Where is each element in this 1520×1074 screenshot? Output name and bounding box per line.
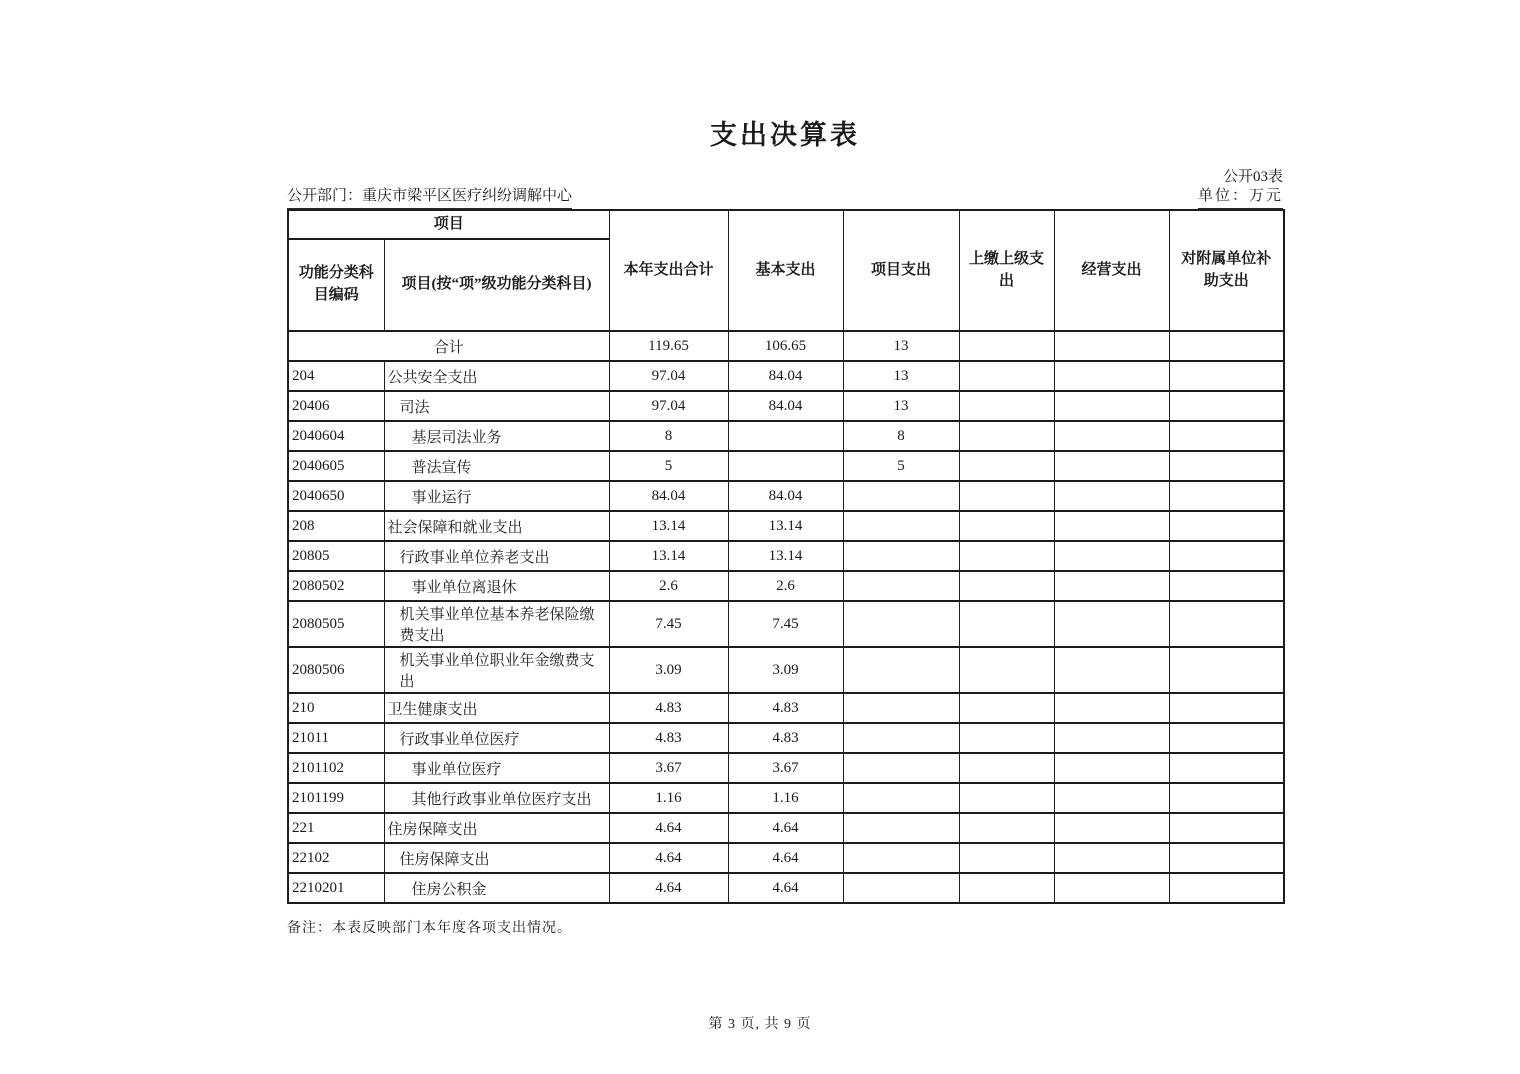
- cell-code: 221: [288, 813, 384, 843]
- table-row: [288, 753, 1284, 783]
- cell-subsidy: [1169, 843, 1284, 873]
- cell-subsidy: [1169, 571, 1284, 601]
- cell-upper: [959, 451, 1054, 481]
- cell-total: 4.64: [609, 813, 728, 843]
- cell-operating: [1054, 421, 1169, 451]
- cell-subsidy: [1169, 481, 1284, 511]
- cell-code: 20805: [288, 541, 384, 571]
- cell-upper: [959, 331, 1054, 361]
- cell-subsidy: [1169, 511, 1284, 541]
- cell-subsidy: [1169, 601, 1284, 647]
- cell-basic: 106.65: [728, 331, 843, 361]
- cell-operating: [1054, 843, 1169, 873]
- cell-basic: 13.14: [728, 511, 843, 541]
- cell-total: 2.6: [609, 571, 728, 601]
- cell-basic: 4.64: [728, 843, 843, 873]
- cell-upper: [959, 601, 1054, 647]
- table-row: [288, 693, 1284, 723]
- cell-item: 普法宣传: [384, 451, 609, 481]
- cell-item: 公共安全支出: [384, 361, 609, 391]
- cell-project: 13: [843, 361, 959, 391]
- cell-upper: [959, 391, 1054, 421]
- unit-label: 单位：万元: [1198, 188, 1283, 209]
- cell-upper: [959, 813, 1054, 843]
- cell-operating: [1054, 873, 1169, 903]
- cell-total: 4.64: [609, 843, 728, 873]
- cell-operating: [1054, 451, 1169, 481]
- cell-code: 22102: [288, 843, 384, 873]
- cell-basic: 84.04: [728, 361, 843, 391]
- cell-total: 119.65: [609, 331, 728, 361]
- header-col-upper: 上缴上级支出: [959, 210, 1054, 331]
- header-col-total: 本年支出合计: [609, 210, 728, 331]
- cell-basic: 3.67: [728, 753, 843, 783]
- cell-total: 13.14: [609, 541, 728, 571]
- cell-operating: [1054, 647, 1169, 693]
- cell-project: 8: [843, 421, 959, 451]
- cell-project: 13: [843, 331, 959, 361]
- cell-code: 20406: [288, 391, 384, 421]
- cell-project: [843, 601, 959, 647]
- cell-item: 机关事业单位职业年金缴费支出: [384, 647, 609, 693]
- cell-project: [843, 511, 959, 541]
- document-content: [287, 0, 1283, 937]
- cell-subsidy: [1169, 693, 1284, 723]
- table-row: [288, 481, 1284, 511]
- cell-project: 13: [843, 391, 959, 421]
- cell-operating: [1054, 571, 1169, 601]
- cell-project: [843, 783, 959, 813]
- cell-code: 2040605: [288, 451, 384, 481]
- table-row: [288, 873, 1284, 903]
- cell-total: 5: [609, 451, 728, 481]
- cell-operating: [1054, 541, 1169, 571]
- cell-operating: [1054, 693, 1169, 723]
- cell-subsidy: [1169, 647, 1284, 693]
- cell-operating: [1054, 391, 1169, 421]
- cell-upper: [959, 873, 1054, 903]
- table-row: [288, 361, 1284, 391]
- cell-project: [843, 541, 959, 571]
- cell-operating: [1054, 511, 1169, 541]
- cell-operating: [1054, 723, 1169, 753]
- cell-upper: [959, 647, 1054, 693]
- cell-item: 住房保障支出: [384, 813, 609, 843]
- cell-subsidy: [1169, 421, 1284, 451]
- table-row: [288, 723, 1284, 753]
- cell-upper: [959, 693, 1054, 723]
- table-row-total: [288, 331, 1284, 361]
- cell-upper: [959, 571, 1054, 601]
- cell-subsidy: [1169, 331, 1284, 361]
- cell-basic: 4.64: [728, 873, 843, 903]
- table-row: [288, 571, 1284, 601]
- page-number: 第 3 页, 共 9 页: [708, 1017, 812, 1032]
- cell-upper: [959, 753, 1054, 783]
- cell-basic: [728, 451, 843, 481]
- cell-operating: [1054, 783, 1169, 813]
- table-row: [288, 511, 1284, 541]
- header-col-subsidy: 对附属单位补助支出: [1169, 210, 1284, 331]
- cell-total: 84.04: [609, 481, 728, 511]
- cell-operating: [1054, 813, 1169, 843]
- page-title: 支出决算表: [710, 120, 860, 150]
- department-label: 公开部门：重庆市梁平区医疗纠纷调解中心: [287, 188, 572, 209]
- cell-total: 4.83: [609, 693, 728, 723]
- table-row: [288, 391, 1284, 421]
- header-row-group: [288, 210, 1284, 239]
- table-body: [288, 331, 1284, 903]
- cell-upper: [959, 541, 1054, 571]
- cell-operating: [1054, 361, 1169, 391]
- cell-code: 208: [288, 511, 384, 541]
- cell-item: 基层司法业务: [384, 421, 609, 451]
- cell-total: 13.14: [609, 511, 728, 541]
- cell-code: 2101102: [288, 753, 384, 783]
- table-row: [288, 783, 1284, 813]
- cell-total-label: 合计: [288, 331, 609, 361]
- cell-project: [843, 723, 959, 753]
- cell-project: [843, 647, 959, 693]
- cell-operating: [1054, 331, 1169, 361]
- cell-total: 3.09: [609, 647, 728, 693]
- cell-item: 行政事业单位医疗: [384, 723, 609, 753]
- note-text: 备注：本表反映部门本年度各项支出情况。: [287, 921, 572, 936]
- table-code-label: 公开03表: [1222, 169, 1283, 185]
- header-col-basic: 基本支出: [728, 210, 843, 331]
- cell-basic: 3.09: [728, 647, 843, 693]
- cell-item: 住房保障支出: [384, 843, 609, 873]
- table-row: [288, 647, 1284, 693]
- cell-operating: [1054, 481, 1169, 511]
- table-header: [288, 210, 1284, 331]
- cell-basic: 13.14: [728, 541, 843, 571]
- header-col-operating: 经营支出: [1054, 210, 1169, 331]
- cell-project: [843, 693, 959, 723]
- cell-basic: 4.83: [728, 723, 843, 753]
- cell-item: 司法: [384, 391, 609, 421]
- cell-basic: 7.45: [728, 601, 843, 647]
- cell-operating: [1054, 753, 1169, 783]
- cell-subsidy: [1169, 541, 1284, 571]
- table-row: [288, 451, 1284, 481]
- cell-code: 2101199: [288, 783, 384, 813]
- cell-code: 210: [288, 693, 384, 723]
- cell-code: 2080506: [288, 647, 384, 693]
- cell-project: [843, 873, 959, 903]
- cell-basic: 84.04: [728, 481, 843, 511]
- cell-subsidy: [1169, 783, 1284, 813]
- header-col-code: 功能分类科目编码: [288, 239, 384, 331]
- cell-total: 1.16: [609, 783, 728, 813]
- cell-project: [843, 813, 959, 843]
- cell-project: [843, 481, 959, 511]
- cell-code: 2210201: [288, 873, 384, 903]
- expenditure-table: [287, 209, 1285, 904]
- table-row: [288, 541, 1284, 571]
- cell-subsidy: [1169, 813, 1284, 843]
- cell-basic: 2.6: [728, 571, 843, 601]
- cell-item: 住房公积金: [384, 873, 609, 903]
- cell-code: 2080502: [288, 571, 384, 601]
- cell-upper: [959, 421, 1054, 451]
- cell-subsidy: [1169, 361, 1284, 391]
- cell-item: 行政事业单位养老支出: [384, 541, 609, 571]
- cell-operating: [1054, 601, 1169, 647]
- cell-project: 5: [843, 451, 959, 481]
- cell-subsidy: [1169, 873, 1284, 903]
- cell-item: 事业单位离退休: [384, 571, 609, 601]
- cell-upper: [959, 481, 1054, 511]
- cell-basic: 4.83: [728, 693, 843, 723]
- table-row: [288, 421, 1284, 451]
- cell-basic: 84.04: [728, 391, 843, 421]
- cell-upper: [959, 783, 1054, 813]
- cell-item: 事业单位医疗: [384, 753, 609, 783]
- cell-upper: [959, 511, 1054, 541]
- cell-code: 204: [288, 361, 384, 391]
- cell-total: 97.04: [609, 361, 728, 391]
- cell-code: 2040604: [288, 421, 384, 451]
- cell-item: 事业运行: [384, 481, 609, 511]
- cell-project: [843, 843, 959, 873]
- cell-subsidy: [1169, 723, 1284, 753]
- cell-code: 2080505: [288, 601, 384, 647]
- cell-upper: [959, 843, 1054, 873]
- cell-total: 4.83: [609, 723, 728, 753]
- table-row: [288, 601, 1284, 647]
- header-project-group: 项目: [288, 210, 609, 239]
- cell-subsidy: [1169, 451, 1284, 481]
- cell-basic: [728, 421, 843, 451]
- cell-item: 其他行政事业单位医疗支出: [384, 783, 609, 813]
- table-row: [288, 813, 1284, 843]
- cell-item: 机关事业单位基本养老保险缴费支出: [384, 601, 609, 647]
- cell-total: 3.67: [609, 753, 728, 783]
- cell-item: 卫生健康支出: [384, 693, 609, 723]
- cell-basic: 1.16: [728, 783, 843, 813]
- cell-upper: [959, 361, 1054, 391]
- cell-total: 8: [609, 421, 728, 451]
- cell-total: 4.64: [609, 873, 728, 903]
- cell-total: 97.04: [609, 391, 728, 421]
- cell-project: [843, 753, 959, 783]
- meta-row: [287, 188, 1283, 209]
- cell-basic: 4.64: [728, 813, 843, 843]
- table-row: [288, 843, 1284, 873]
- header-col-item: 项目(按“项”级功能分类科目): [384, 239, 609, 331]
- cell-subsidy: [1169, 753, 1284, 783]
- cell-project: [843, 571, 959, 601]
- cell-code: 2040650: [288, 481, 384, 511]
- cell-upper: [959, 723, 1054, 753]
- cell-total: 7.45: [609, 601, 728, 647]
- header-col-project: 项目支出: [843, 210, 959, 331]
- cell-subsidy: [1169, 391, 1284, 421]
- cell-item: 社会保障和就业支出: [384, 511, 609, 541]
- cell-code: 21011: [288, 723, 384, 753]
